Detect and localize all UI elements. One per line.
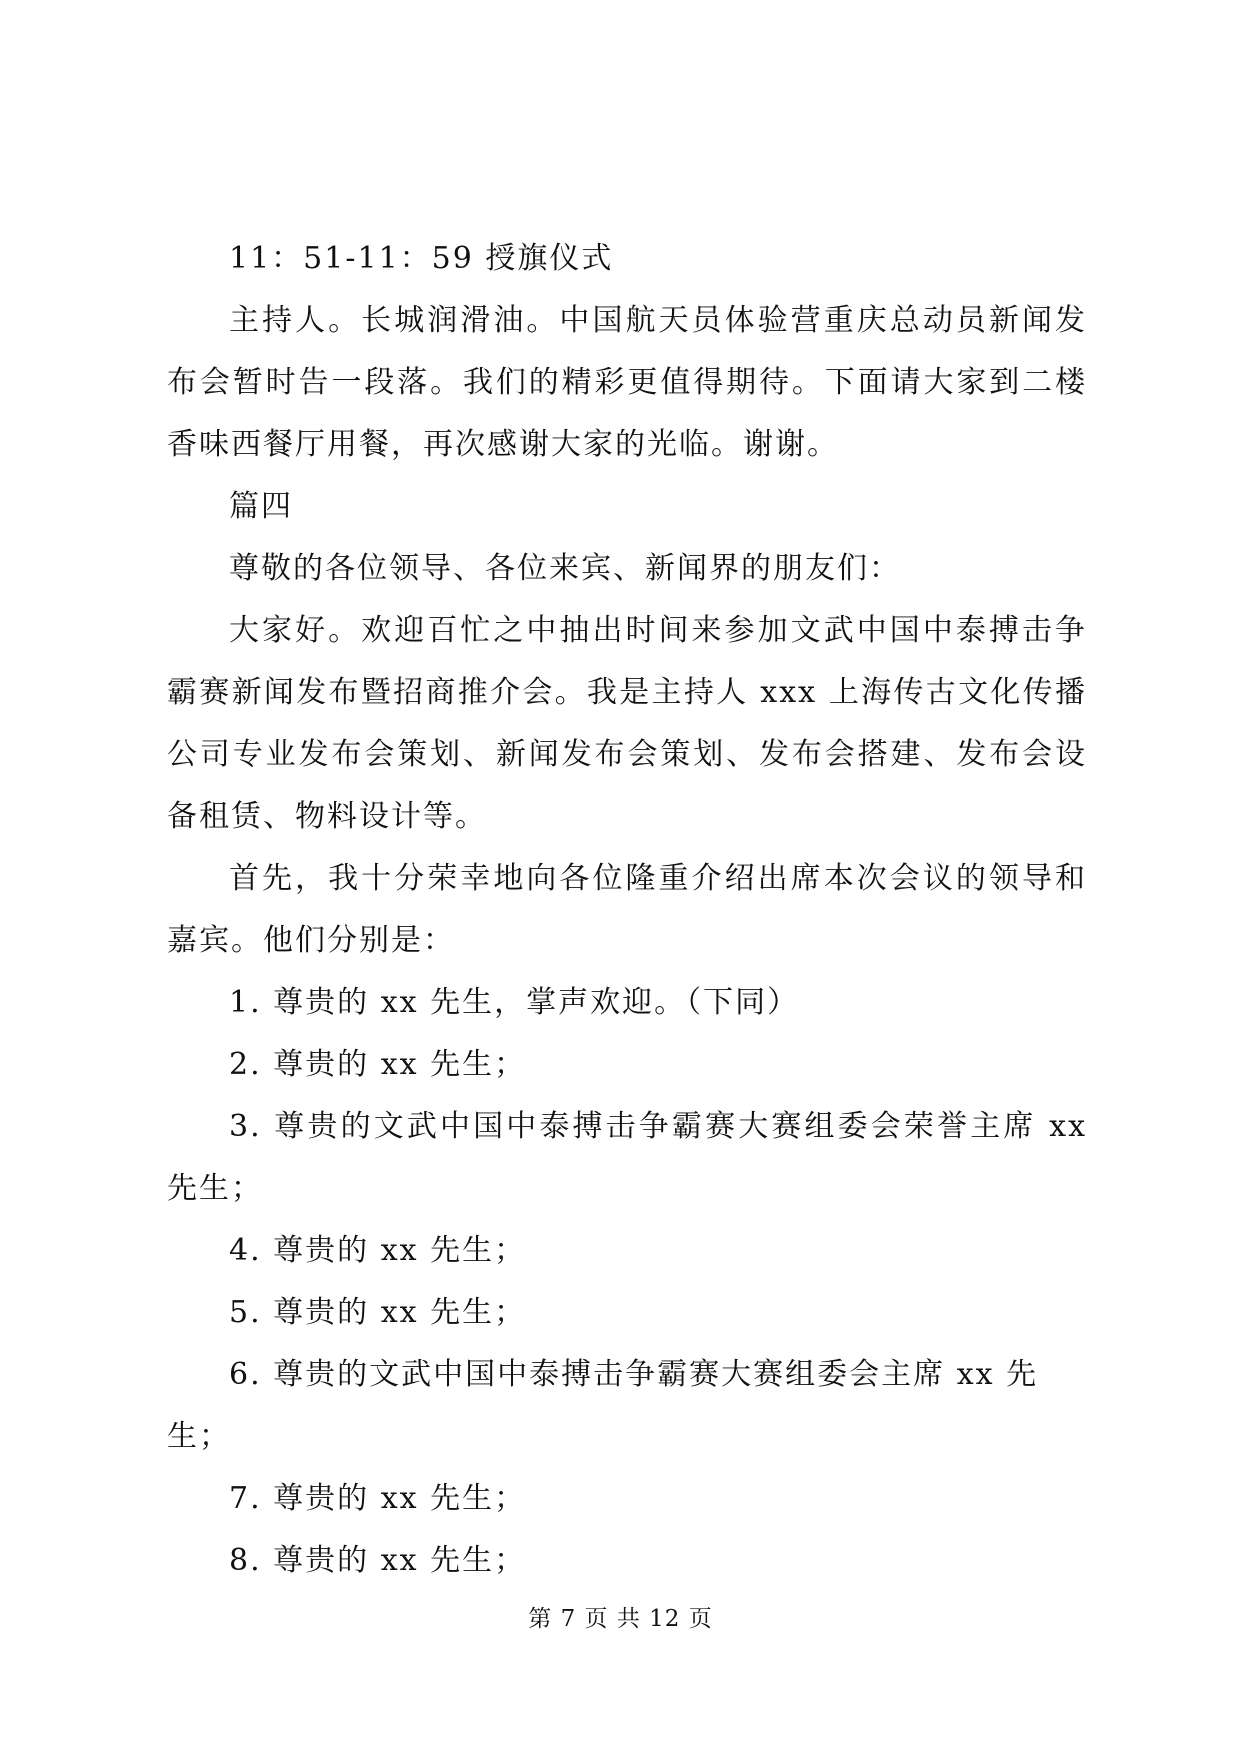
guest-list-item: 2. 尊贵的 xx 先生； [229,1047,527,1082]
guest-list-item: 5. 尊贵的 xx 先生； [229,1295,527,1330]
guest-list-item: 3. 尊贵的文武中国中泰搏击争霸赛大赛组委会荣誉主席 xx 先生； [167,1109,1087,1206]
document-body [167,228,1087,1592]
guest-list-item: 1. 尊贵的 xx 先生，掌声欢迎。（下同） [229,985,800,1020]
section-heading: 篇四 [229,489,293,524]
welcome-paragraph: 大家好。欢迎百忙之中抽出时间来参加文武中国中泰搏击争霸赛新闻发布暨招商推介会。我是主持人 xxx 上海传古文化传播公司专业发布会策划、新闻发布会策划、发布会搭建、发布会设备租赁、物料设计等。 [167,613,1087,834]
guest-list-item: 8. 尊贵的 xx 先生； [229,1543,527,1578]
guest-list-item: 7. 尊贵的 xx 先生； [229,1481,527,1516]
host-closing-paragraph: 主持人。长城润滑油。中国航天员体验营重庆总动员新闻发布会暂时告一段落。我们的精彩更值得期待。下面请大家到二楼香味西餐厅用餐，再次感谢大家的光临。谢谢。 [167,303,1087,462]
guest-list-item: 6. 尊贵的文武中国中泰搏击争霸赛大赛组委会主席 xx 先生； [167,1357,1039,1454]
introduction-paragraph: 首先，我十分荣幸地向各位隆重介绍出席本次会议的领导和嘉宾。他们分别是： [167,861,1087,958]
salutation-paragraph: 尊敬的各位领导、各位来宾、新闻界的朋友们： [229,551,901,586]
page-number-footer: 第 7 页 共 12 页 [528,1606,713,1632]
ceremony-time-heading: 11：51-11：59 授旗仪式 [229,241,614,276]
guest-list-item: 4. 尊贵的 xx 先生； [229,1233,527,1268]
